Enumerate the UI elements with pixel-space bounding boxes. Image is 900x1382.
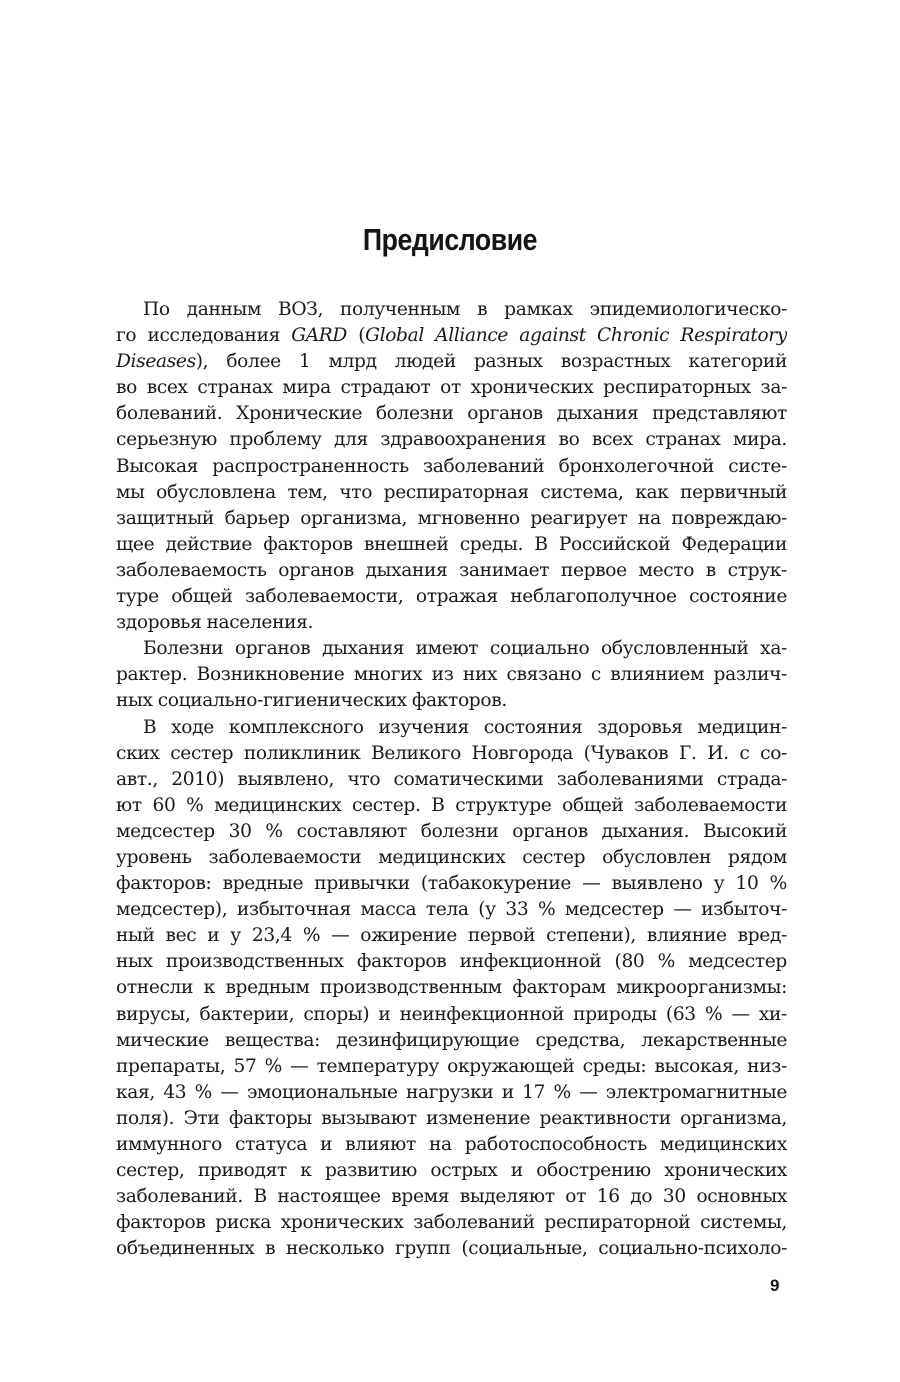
text-line: медсестер), избыточная масса тела (у 33 % медсестер — избыточ- xyxy=(116,899,787,921)
text-line: щее действие факторов внешней среды. В Российской Федерации xyxy=(116,533,787,555)
body-text xyxy=(116,297,787,1262)
text-line: ный вес и у 23,4 % — ожирение первой степени), влияние вред- xyxy=(116,925,787,947)
text-line: Высокая распространенность заболеваний бронхолегочной систе- xyxy=(116,455,787,477)
text-line: поля). Эти факторы вызывают изменение реактивности организма, xyxy=(116,1107,787,1129)
text-line: вирусы, бактерии, споры) и неинфекционной природы (63 % — хи- xyxy=(116,1003,787,1025)
text-line: объединенных в несколько групп (социальные, социально-психоло- xyxy=(116,1238,787,1260)
text-line: серьезную проблему для здравоохранения во всех странах мира. xyxy=(116,429,787,451)
text-line: авт., 2010) выявлено, что соматическими заболеваниями страда- xyxy=(116,768,787,790)
paragraph xyxy=(116,715,787,1263)
text-line: заболеваний. В настоящее время выделяют от 16 до 30 основных xyxy=(116,1186,787,1208)
text-line: ных социально-гигиенических факторов. xyxy=(116,690,507,712)
paragraph xyxy=(116,636,787,714)
italic-term: Global Alliance against Chronic Respiratory xyxy=(365,325,787,347)
text-line: Болезни органов дыхания имеют социально обусловленный ха- xyxy=(143,638,787,660)
text-line: медсестер 30 % составляют болезни органов дыхания. Высокий xyxy=(116,820,787,842)
text-line: ных производственных факторов инфекционной (80 % медсестер xyxy=(116,951,787,973)
text-line: сестер, приводят к развитию острых и обострению хронических xyxy=(116,1160,787,1182)
text-line: рактер. Возникновение многих из них связано с влиянием различ- xyxy=(116,664,787,686)
text-line: здоровья населения. xyxy=(116,612,314,634)
text-line: иммунного статуса и влияют на работоспособность медицинских xyxy=(116,1134,787,1155)
paragraph xyxy=(116,297,787,636)
text-line: уровень заболеваемости медицинских сестер обусловлен рядом xyxy=(116,846,787,868)
page-number: 9 xyxy=(770,1276,780,1295)
text-line: отнесли к вредным производственным факторам микроорганизмы: xyxy=(116,977,787,999)
text-line: препараты, 57 % — температуру окружающей среды: высокая, низ- xyxy=(116,1055,787,1077)
text-line: болеваний. Хронические болезни органов дыхания представляют xyxy=(116,403,787,425)
text-line: туре общей заболеваемости, отражая неблагополучное состояние xyxy=(116,586,787,608)
text-line: факторов: вредные привычки (табакокурение — выявлено у 10 % xyxy=(116,873,787,895)
page-title: Предисловие xyxy=(362,222,538,257)
text-line: мы обусловлена тем, что респираторная система, как первичный xyxy=(116,481,787,503)
text-line: заболеваемость органов дыхания занимает первое место в струк- xyxy=(116,559,787,581)
text-line: В ходе комплексного изучения состояния здоровья медицин- xyxy=(143,716,787,738)
text-line: го исследования GARD (Global Alliance against Chronic Respiratory xyxy=(116,325,787,347)
text-line: мические вещества: дезинфицирующие средства, лекарственные xyxy=(116,1029,787,1051)
text-line: ских сестер поликлиник Великого Новгорода (Чуваков Г. И. с со- xyxy=(116,742,787,764)
text-line: ют 60 % медицинских сестер. В структуре общей заболеваемости xyxy=(116,794,787,816)
text-line: Diseases), более 1 млрд людей разных возрастных категорий xyxy=(116,351,787,373)
text-line: во всех странах мира страдают от хронических респираторных за- xyxy=(116,377,787,399)
text-line: защитный барьер организма, мгновенно реагирует на повреждаю- xyxy=(116,507,787,529)
text-line: По данным ВОЗ, полученным в рамках эпидемиологическо- xyxy=(143,299,787,320)
italic-term: GARD xyxy=(291,325,347,347)
text-line: кая, 43 % — эмоциональные нагрузки и 17 % — электромагнитные xyxy=(116,1081,787,1103)
text-line: факторов риска хронических заболеваний респираторной системы, xyxy=(116,1212,787,1234)
italic-term: Diseases xyxy=(116,351,196,373)
